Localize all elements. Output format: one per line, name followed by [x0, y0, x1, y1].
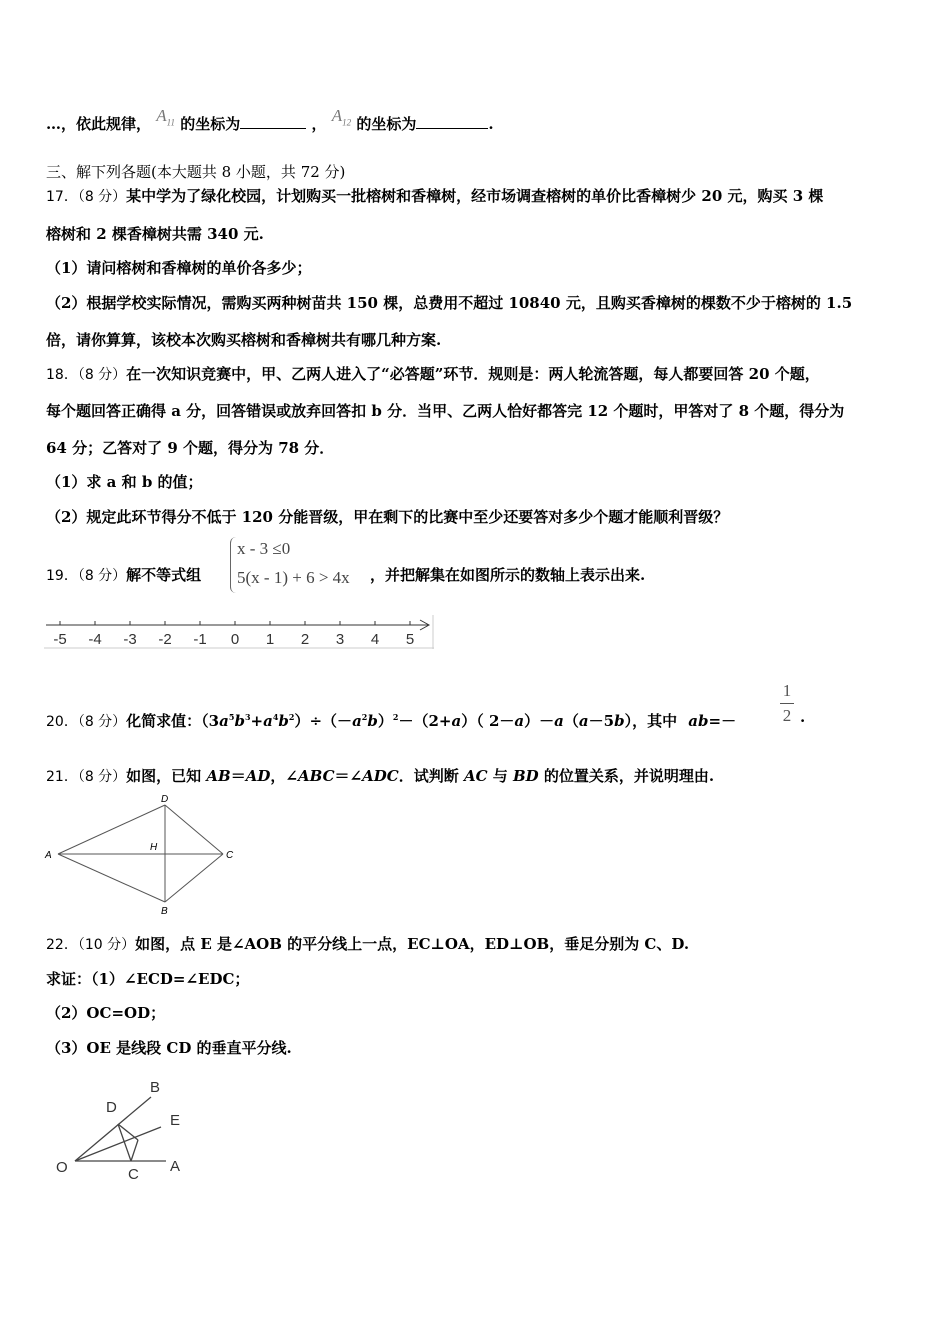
- q22-line: 22．（10 分）如图，点 E 是∠AOB 的平分线上一点，EC⊥OA，ED⊥OB，垂足分别为 C、D.: [46, 935, 690, 953]
- q17-line1: 17．（8 分）某中学为了绿化校园，计划购买一批榕树和香樟树，经市场调查榕树的单价比香樟树少 20 元，购买 3 棵: [46, 187, 824, 205]
- q19-line: 19．（8 分）解不等式组: [46, 566, 202, 584]
- q22-part2: （2）OC=OD；: [46, 1004, 166, 1022]
- answer-blank-2[interactable]: [416, 114, 488, 129]
- section-heading: 三、解下列各题(本大题共 8 小题，共 72 分): [46, 163, 346, 181]
- q21-line: 21．（8 分）如图，已知 AB＝AD，∠ABC＝∠ADC．试判断 AC 与 BD 的位置关系，并说明理由.: [46, 767, 715, 785]
- q22-part3: （3）OE 是线段 CD 的垂直平分线.: [46, 1039, 292, 1057]
- top-end: .: [488, 115, 494, 133]
- q20-end: .: [800, 708, 806, 726]
- q18-part2: （2）规定此环节得分不低于 120 分能晋级，甲在剩下的比赛中至少还要答对多少个题才能顺利晋级？: [46, 508, 729, 526]
- q19-tail: ，并把解集在如图所示的数轴上表示出来.: [370, 566, 646, 584]
- q22-part1: 求证：（1）∠ECD=∠EDC；: [46, 970, 250, 988]
- tick-label: -3: [123, 631, 137, 648]
- q18-line1: 18．（8 分）在一次知识竞赛中，甲、乙两人进入了“必答题”环节．规则是：两人轮流答题，每人都要回答 20 个题，: [46, 365, 820, 383]
- a12-symbol: $A_{12}$: [331, 106, 352, 128]
- number-line-figure: [44, 615, 436, 651]
- tick-label: -2: [158, 631, 172, 648]
- label-C: C: [226, 850, 234, 861]
- q17-part2b: 倍，请你算算，该校本次购买榕树和香樟树共有哪几种方案.: [46, 331, 442, 349]
- q20-line: 20．（8 分）化简求值：$(3a^5b^3+a^4b^2)\div(-a^2b)^2-(2+a)$（ 2－a）－a（a－5b），其中 ab=－: [46, 712, 737, 730]
- q17-part2a: （2）根据学校实际情况，需购买两种树苗共 150 棵，总费用不超过 10840 元，且购买香樟树的棵数不少于榕树的 1.5: [46, 294, 853, 312]
- q18-part1: （1）求 a 和 b 的值；: [46, 473, 203, 491]
- inequality-1: x - 3 ≤0: [237, 539, 291, 558]
- q18-line2: 每个题回答正确得 a 分，回答错误或放弃回答扣 b 分．当甲、乙两人恰好都答完 12 个题时，甲答对了 8 个题，得分为: [46, 402, 845, 420]
- label-C2: C: [128, 1166, 139, 1183]
- top-line: [46, 106, 494, 140]
- q17-part1: （1）请问榕树和香樟树的单价各多少；: [46, 259, 312, 277]
- tick-label: 3: [335, 631, 345, 648]
- label-E: E: [170, 1112, 181, 1129]
- label-D2: D: [106, 1099, 117, 1116]
- top-mid2: 的坐标为: [356, 115, 417, 133]
- tick-label: 2: [300, 631, 310, 648]
- a11-symbol: $A_{11}$: [156, 106, 175, 128]
- label-B: B: [161, 906, 168, 917]
- inequality-2: 5(x - 1) + 6 > 4x: [237, 568, 350, 587]
- fraction: 1 2: [780, 681, 794, 726]
- top-sep: ，: [311, 115, 327, 133]
- kite-figure: [40, 792, 240, 918]
- label-D: D: [161, 794, 169, 805]
- label-H: H: [150, 842, 158, 853]
- label-O: O: [56, 1159, 68, 1176]
- q17-line2: 榕树和 2 棵香樟树共需 340 元.: [46, 225, 264, 243]
- top-prefix: …，依此规律，: [46, 115, 152, 133]
- tick-label: -4: [88, 631, 102, 648]
- label-A: A: [45, 850, 52, 861]
- top-mid1: 的坐标为: [180, 115, 241, 133]
- tick-label: 0: [230, 631, 240, 648]
- angle-bisector-figure: [48, 1072, 198, 1187]
- label-A2: A: [170, 1158, 181, 1175]
- answer-blank-1[interactable]: [240, 114, 306, 129]
- tick-label: -5: [53, 631, 67, 648]
- q18-line3: 64 分；乙答对了 9 个题，得分为 78 分．: [46, 439, 335, 457]
- label-B2: B: [150, 1079, 161, 1096]
- tick-label: 5: [405, 631, 415, 648]
- tick-label: 1: [265, 631, 275, 648]
- tick-label: -1: [193, 631, 207, 648]
- tick-label: 4: [370, 631, 380, 648]
